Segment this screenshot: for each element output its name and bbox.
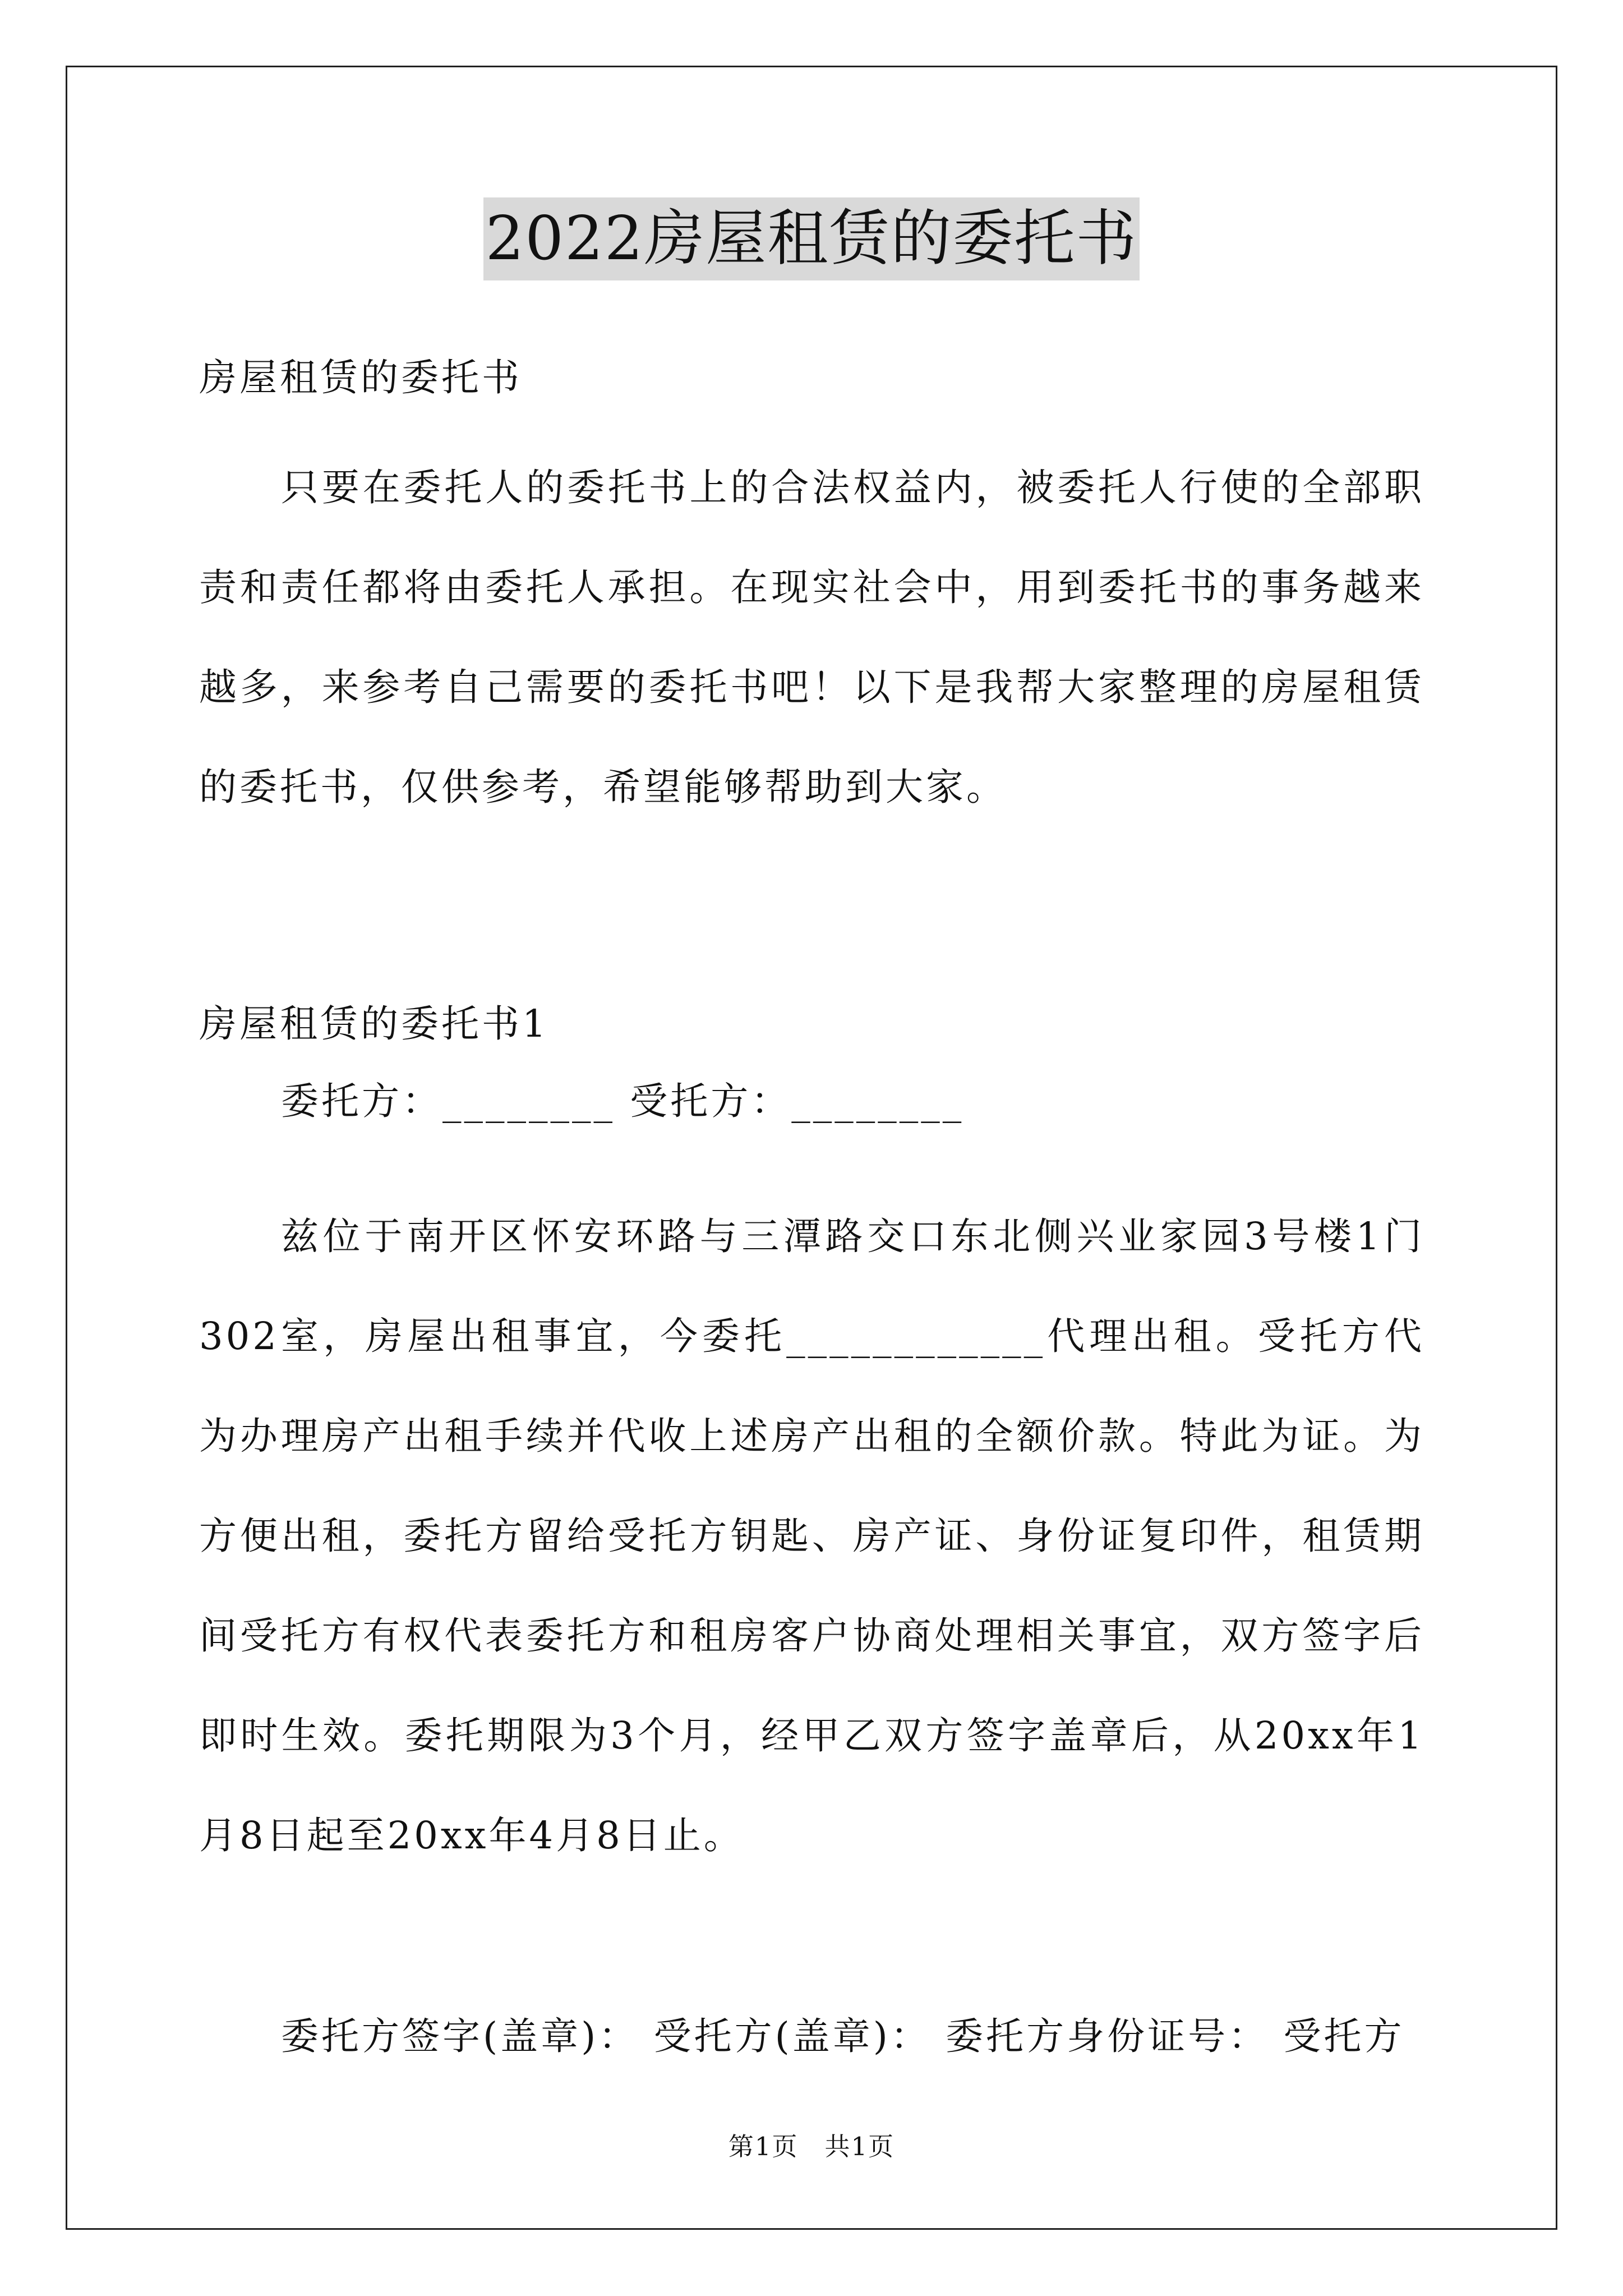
document-title: 2022房屋租赁的委托书 xyxy=(483,197,1140,280)
body-paragraph: 兹位于南开区怀安环路与三潭路交口东北侧兴业家园3号楼1门302室，房屋出租事宜，今委托____________代理出租。受托方代为办理房产出租手续并代收上述房产出租的全额价款。特此为证。为方便出租，委托方留给受托方钥匙、房产证、身份证复印件，租赁期间受托方有权代表委托方和租房客户协商处理相关事宜，双方签字后即时生效。委托期限为3个月，经甲乙双方签字盖章后，从20xx年1月8日起至20xx年4月8日止。 xyxy=(199,1214,1424,1857)
page-footer: 第1页 共1页 xyxy=(728,2132,895,2161)
intro-heading: 房屋租赁的委托书 xyxy=(199,356,522,399)
parties-line: 委托方：________ 受托方：________ xyxy=(281,1079,965,1123)
title-container xyxy=(0,197,1623,280)
signature-line: 委托方签字(盖章)： 受托方(盖章)： 委托方身份证号： 受托方 xyxy=(281,2014,1405,2058)
intro-paragraph: 只要在委托人的委托书上的合法权益内，被委托人行使的全部职责和责任都将由委托人承担。在现实社会中，用到委托书的事务越来越多，来参考自己需要的委托书吧！以下是我帮大家整理的房屋租赁的委托书，仅供参考，希望能够帮助到大家。 xyxy=(199,466,1424,809)
section1-heading: 房屋租赁的委托书1 xyxy=(199,1002,549,1046)
